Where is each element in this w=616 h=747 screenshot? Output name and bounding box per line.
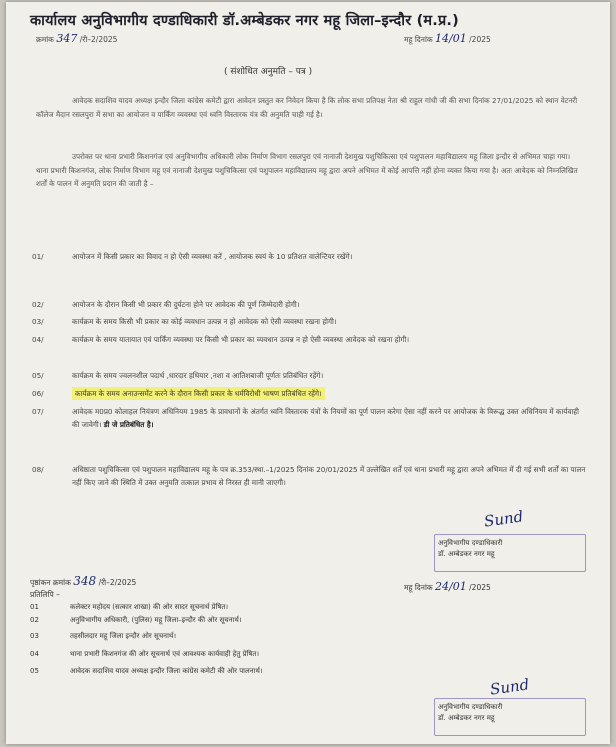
condition-number: 08/ — [32, 465, 44, 474]
paragraph-application: आवेदक सदाशिव यादव अध्यक्ष इन्दौर जिला कांग्रेस कमेटी द्वारा आवेदन प्रस्तुत कर निवेदन किया है कि लोक सभा प्रतिपक्ष नेता श्री राहुल गांधी जी की सभा दिनांक 27/01/2025 को स्थान वेटनरी कॉलेज मैदान रसलपुरा में सभा का आयोजन व पार्किंग व्यवस्था एवं ध्वनि विस्तारक यंत्र की अनुमति चाही गई है। — [36, 96, 578, 119]
copy-number: 01 — [30, 603, 39, 611]
forward-date-handwritten: 24/01 — [435, 580, 467, 593]
condition-text: कार्यक्रम के समय यातायात एवं पार्किंग व्यवस्था पर किसी भी प्रकार का व्यवधान उत्पन्न न हो ऐसी व्यवस्था आवेदक को रखना होगी। — [72, 335, 410, 344]
subject-title: ( संशोधित अनुमति – पत्र ) — [224, 67, 313, 77]
condition-number: 07/ — [32, 407, 44, 416]
date-handwritten: 14/01 — [435, 32, 467, 45]
officer-signature: Sund — [488, 675, 531, 699]
condition-text: अधिष्ठाता पशुचिकित्सा एवं पशुपालन महाविद्यालय महू के पत्र क्र.353/स्था.–1/2025 दिनांक 20/01/2025 में उल्लेखित शर्तें एवं थाना प्रभारी महू द्वारा अपने अभिमत में दी गई सभी शर्तों का पालन नहीं किए जाने की स्थिति में उक्त अनुमति तत्काल प्रभाव से निरस्त ही मानी जाएगी। — [72, 465, 586, 487]
forward-date-label: महू दिनांक — [404, 583, 433, 592]
date-label: महू दिनांक — [404, 35, 433, 44]
reference-number — [36, 32, 117, 45]
condition-number: 06/ — [32, 389, 44, 398]
condition-text: कार्यक्रम के समय ज्वलनशील पदार्थ ,धारदार हथियार ,नशा व आतिशबाजी पूर्णतः प्रतिबंधित रहेंगे। — [72, 371, 324, 380]
condition-item — [32, 405, 588, 431]
forward-reference — [30, 574, 136, 588]
copy-text: थाना प्रभारी किशनगंज की ओर सूचनार्थ एवं आवश्यक कार्यवाही हेतु प्रेषित। — [70, 650, 260, 658]
condition-item — [32, 463, 588, 489]
officer-designation — [438, 538, 598, 560]
forward-label: पृष्ठांकन क्रमांक — [30, 578, 71, 587]
condition-item — [32, 250, 588, 263]
copy-text: तहसीलदार महू जिला इन्दौर ओर सूचनार्थ। — [70, 632, 177, 640]
condition-number: 03/ — [32, 317, 44, 326]
condition-text: कार्यक्रम के समय किसी भी प्रकार का कोई व्यवधान उत्पन्न न हो आवेदक को ऐसी व्यवस्था रखना होगी। — [72, 317, 337, 326]
copy-recipient — [30, 602, 590, 613]
copy-number: 05 — [30, 667, 39, 675]
officer-title: अनुविभागीय दण्डाधिकारी — [438, 539, 503, 547]
officer-location: डॉ. अम्बेडकर नगर महू — [438, 714, 495, 722]
copy-number: 03 — [30, 632, 39, 640]
copy-number: 02 — [30, 616, 39, 624]
officer-designation — [438, 702, 598, 724]
ref-label: क्रमांक — [36, 35, 54, 44]
copy-recipient — [30, 631, 590, 642]
condition-number: 04/ — [32, 335, 44, 344]
paragraph-opinion: उपरोक्त पर थाना प्रभारी किशनगंज एवं अनुविभागीय अधिकारी लोक निर्माण विभाग रसलपुरा एवं नानाजी देशमुख पशुचिकित्सा एवं पशुपालन महाविद्यालय महू जिला इन्दौर से अभिमत चाहा गया। थाना प्रभारी किशनगंज, लोक निर्माण विभाग महू एवं नानाजी देशमुख पशुचिकित्सा एवं पशुपालन महाविद्यालय महू द्वारा अपने अभिमत में कोई आपत्ति नहीं होना व्यक्त किया गया है। अतः आवेदक को निम्नलिखित शर्तों के पालन में अनुमति प्रदान की जाती है – — [36, 152, 578, 188]
forward-date — [404, 580, 491, 593]
condition-item — [32, 315, 588, 328]
condition-text: आयोजन में किसी प्रकार का विवाद न हो ऐसी व्यवस्था करें , आयोजक स्वयं के 10 प्रतिशत वालेन्टियर रखेंगे। — [72, 252, 353, 261]
copy-recipient — [30, 666, 590, 677]
forward-suffix: /री–2/2025 — [98, 578, 137, 587]
forward-number-handwritten: 348 — [73, 574, 97, 588]
forward-date-year: /2025 — [469, 583, 491, 592]
ref-number-handwritten: 347 — [56, 32, 78, 45]
condition-item — [32, 333, 588, 346]
condition-text: आयोजन के दौरान किसी भी प्रकार की दुर्घटना होने पर आवेदक की पूर्ण जिम्मेदारी होगी। — [72, 300, 300, 309]
copy-text: आवेदक सदाशिव यादव अध्यक्ष इन्दौर जिला कांग्रेस कमेटी की ओर पालनार्थ। — [70, 667, 263, 675]
condition-number: 02/ — [32, 300, 44, 309]
date-year: /2025 — [469, 35, 491, 44]
officer-signature: Sund — [482, 507, 525, 531]
condition-item-highlighted — [32, 387, 588, 400]
copy-text: अनुविभागीय अधिकारी, (पुलिस) महू जिला–इन्दौर की ओर सूचनार्थ। — [70, 616, 242, 624]
condition-text-highlighted: कार्यक्रम के समय अनाउन्समेंट करने के दौरान किसी प्रकार के धर्मविरोधी भाषण प्रतिबंधित रहेंगे। — [72, 387, 325, 400]
officer-title: अनुविभागीय दण्डाधिकारी — [438, 703, 503, 711]
condition-number: 01/ — [32, 252, 44, 261]
condition-text-block — [72, 405, 588, 431]
copy-text: कलेक्टर महोदय (सत्कार शाखा) की ओर सादर सूचनार्थ प्रेषित। — [70, 603, 229, 611]
copy-number: 04 — [30, 650, 39, 658]
copy-recipient — [30, 615, 590, 626]
copy-recipient — [30, 649, 590, 660]
condition-item — [32, 369, 588, 382]
office-header: कार्यालय अनुविभागीय दण्डाधिकारी डॉ.अम्बेडकर नगर महू जिला–इन्दौर (म.प्र.) — [30, 13, 459, 29]
issue-date — [404, 32, 491, 45]
copy-to-label: प्रतिलिपि – — [30, 590, 60, 599]
condition-item — [32, 298, 588, 311]
officer-location: डॉ. अम्बेडकर नगर महू — [438, 550, 495, 558]
ref-suffix: /री–2/2025 — [79, 35, 118, 44]
dj-prohibited-note: डी जे प्रतिबंधित है। — [103, 420, 154, 429]
condition-number: 05/ — [32, 371, 44, 380]
document-sheet — [6, 2, 610, 744]
condition-text: आवेदक म0प्र0 कोलाहल नियंत्रण अधिनियम 1985 के प्रावधानों के अंतर्गत ध्वनि विस्तारक यंत्रों के नियमों का पूर्ण पालन करेगा ऐसा नहीं करने पर आयोजक के विरूद्ध उक्त अधिनियम में कार्यवाही की जावेगी। — [72, 407, 579, 429]
